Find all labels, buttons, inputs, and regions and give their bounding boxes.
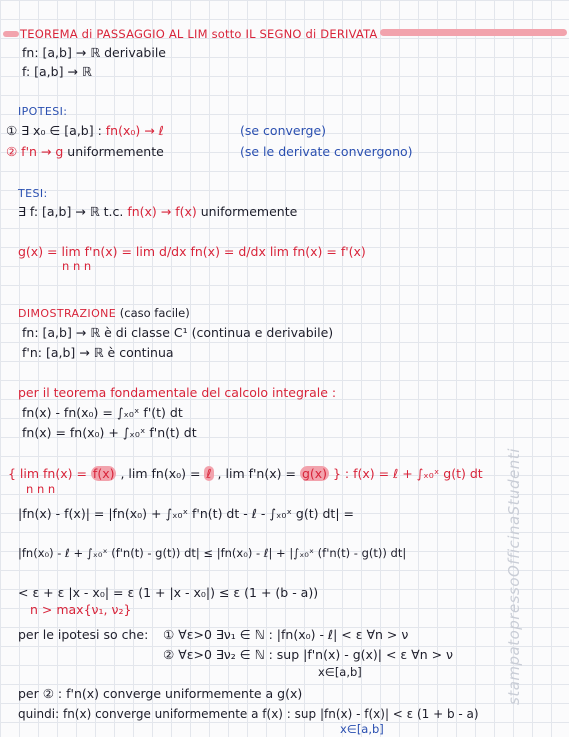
hypothesis-1 (6, 123, 164, 139)
tesi-line (18, 204, 297, 220)
page-title: TEOREMA di PASSAGGIO AL LIM sotto IL SEGNO di DERIVATA (20, 27, 378, 41)
hypothesis-2-text: uniformemente (63, 144, 164, 159)
intro-line-1: fn: [a,b] → ℝ derivabile (22, 45, 166, 60)
dim-heading-text: DIMOSTRAZIONE (18, 307, 117, 320)
tesi-formula: g(x) = lim f'n(x) = lim d/dx fn(x) = d/dx lim fn(x) = f'(x) (18, 244, 366, 259)
teorema-line-1: fn(x) - fn(x₀) = ∫ₓ₀ˣ f'(t) dt (22, 405, 183, 420)
teorema-line-2: fn(x) = fn(x₀) + ∫ₓ₀ˣ f'n(t) dt (22, 425, 197, 440)
hypothesis-2-note: (se le derivate convergono) (240, 144, 413, 159)
limits-open: { lim fn(x) = (8, 466, 91, 481)
calc-line-2: |fn(x₀) - ℓ + ∫ₓ₀ˣ (f'n(t) - g(t)) dt| ≤ |fn(x₀) - ℓ| + |∫ₓ₀ˣ (f'n(t) - g(t)) dt| (18, 546, 407, 560)
hypothesis-1-expr: fn(x₀) → ℓ (105, 123, 164, 138)
limits-close: } : f(x) = ℓ + ∫ₓ₀ˣ g(t) dt (329, 466, 483, 481)
conclusione-line-2: quindi: fn(x) converge uniformemente a f(x) : sup |fn(x) - f(x)| < ε (1 + b - a) (18, 707, 479, 721)
tesi-line-a: ∃ f: [a,b] → ℝ t.c. (18, 204, 128, 219)
intro-line-2: f: [a,b] → ℝ (22, 64, 92, 79)
tesi-heading: TESI: (18, 187, 48, 200)
ipotesi-uso-condition-2-sub: x∈[a,b] (318, 665, 362, 679)
limit-g-highlight: g(x) (301, 466, 328, 481)
ipotesi-heading: IPOTESI: (18, 105, 68, 118)
limits-subscripts: n n n (26, 482, 56, 496)
dim-heading-note: (caso facile) (116, 306, 190, 320)
tesi-formula-subscripts: n n n (62, 259, 92, 273)
calc-line-3: < ε + ε |x - x₀| = ε (1 + |x - x₀|) ≤ ε (1 + (b - a)) (18, 585, 319, 600)
hypothesis-2-expr: ② f'n → g (6, 144, 64, 159)
limits-line (8, 466, 483, 482)
ipotesi-uso-condition-2: ② ∀ε>0 ∃ν₂ ∈ ℕ : sup |f'n(x) - g(x)| < ε ∀n > ν (163, 647, 454, 662)
title-highlight-right (380, 29, 567, 36)
limit-f-highlight: f(x) (92, 466, 115, 481)
ipotesi-uso-condition-1: ① ∀ε>0 ∃ν₁ ∈ ℕ : |fn(x₀) - ℓ| < ε ∀n > ν (163, 627, 409, 642)
hypothesis-1-note: (se converge) (240, 123, 327, 138)
dim-line-1: fn: [a,b] → ℝ è di classe C¹ (continua e derivabile) (22, 325, 334, 340)
calc-line-1: |fn(x) - f(x)| = |fn(x₀) + ∫ₓ₀ˣ f'n(t) dt - ℓ - ∫ₓ₀ˣ g(t) dt| = (18, 506, 354, 521)
tesi-line-expr: fn(x) → f(x) (127, 204, 197, 219)
conclusione-line-2-sub: x∈[a,b] (340, 722, 384, 736)
hypothesis-2 (6, 144, 164, 160)
limits-mid-2: , lim f'n(x) = (213, 466, 300, 481)
tesi-line-b: uniformemente (196, 204, 298, 219)
calc-line-4: n > max{ν₁, ν₂} (30, 602, 132, 617)
limit-l-highlight: ℓ (206, 466, 212, 481)
ipotesi-uso-lead: per le ipotesi so che: (18, 627, 149, 642)
conclusione-line-1: per ② : f'n(x) converge uniformemente a g(x) (18, 686, 303, 701)
teorema-heading: per il teorema fondamentale del calcolo integrale : (18, 385, 337, 400)
dim-line-2: f'n: [a,b] → ℝ è continua (22, 345, 174, 360)
limits-mid-1: , lim fn(x₀) = (116, 466, 205, 481)
hypothesis-1-text: ① ∃ x₀ ∈ [a,b] : (6, 123, 106, 138)
dim-heading (18, 305, 190, 322)
title-highlight-left (3, 31, 19, 37)
watermark: stampatopressoOfficinaStudenti (505, 448, 523, 705)
